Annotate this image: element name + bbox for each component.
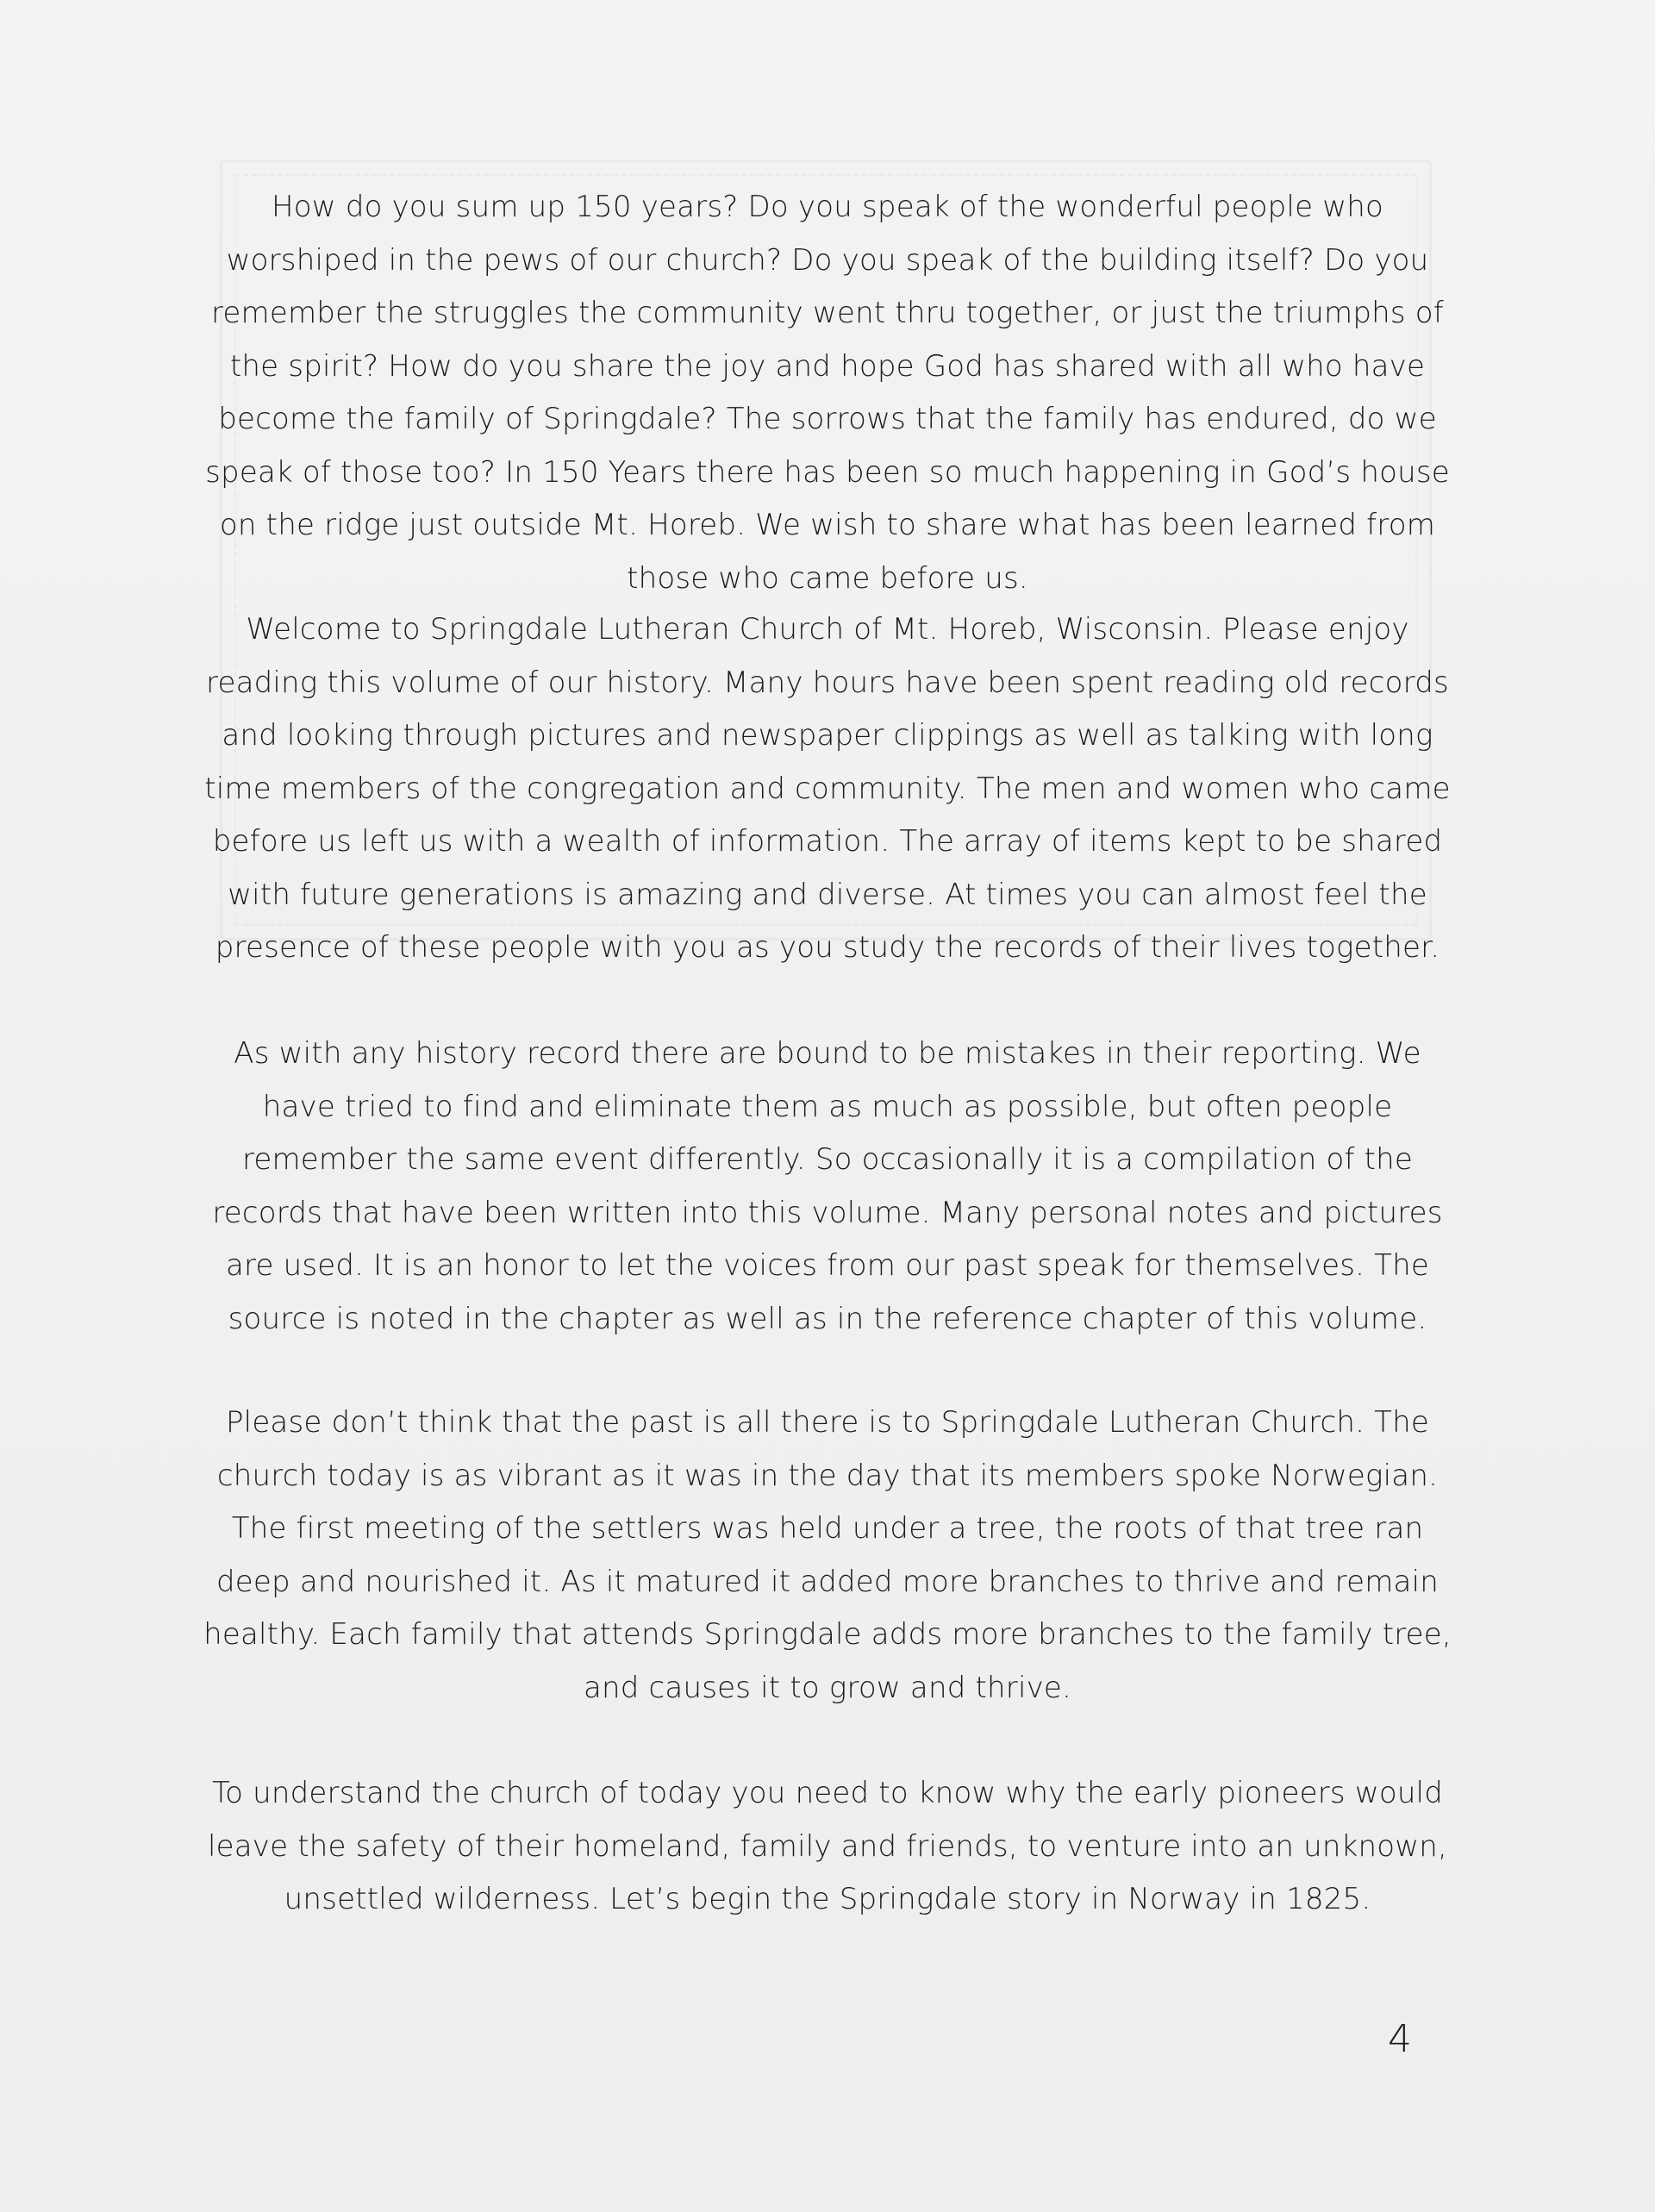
- paragraph-intro: How do you sum up 150 years? Do you speak of the wonderful people who worshiped in the pews of our church? Do you speak of the building itself? Do you remember the struggles the community went thru together, or just the triumphs of the spirit? How do you share the joy and hope God has shared with all who have become the family of Springdale? The sorrows that the family has endured, do we speak of those too? In 150 Years there has been so much happening in God’s house on the ridge just outside Mt. Horeb. We wish to share what has been learned from those who came before us.: [205, 190, 1450, 596]
- page-number: 4: [1388, 2017, 1412, 2061]
- paragraph-welcome: Welcome to Springdale Lutheran Church of Mt. Horeb, Wisconsin. Please enjoy reading this volume of our history. Many hours have been spent reading old records and looking through pictures and newspaper clippings as well as talking with long time members of the congregation and community. The men and women who came before us left us with a wealth of information. The array of items kept to be shared with future generations is amazing and diverse. At times you can almost feel the presence of these people with you as you study the records of their lives together.: [204, 612, 1451, 965]
- paragraph-mistakes: As with any history record there are bound to be mistakes in their reporting. We have tried to find and eliminate them as much as possible, but often people remember the same event differently. So occasionally it is a compilation of the records that have been written into this volume. Many personal notes and pictures are used. It is an honor to let the voices from our past speak for themselves. The source is noted in the chapter as well as in the reference chapter of this volume.: [212, 1036, 1443, 1336]
- paragraph-vibrant-church: Please don’t think that the past is all there is to Springdale Lutheran Church. The church today is as vibrant as it was in the day that its members spoke Norwegian. The first meeting of the settlers was held under a tree, the roots of that tree ran deep and nourished it. As it matured it added more branches to thrive and remain healthy. Each family that attends Springdale adds more branches to the family tree, and causes it to grow and thrive.: [203, 1405, 1452, 1705]
- paragraph-begin-story: To understand the church of today you need to know why the early pioneers would leave the safety of their homeland, family and friends, to venture into an unknown, unsettled wilderness. Let’s begin the Springdale story in Norway in 1825.: [207, 1776, 1448, 1916]
